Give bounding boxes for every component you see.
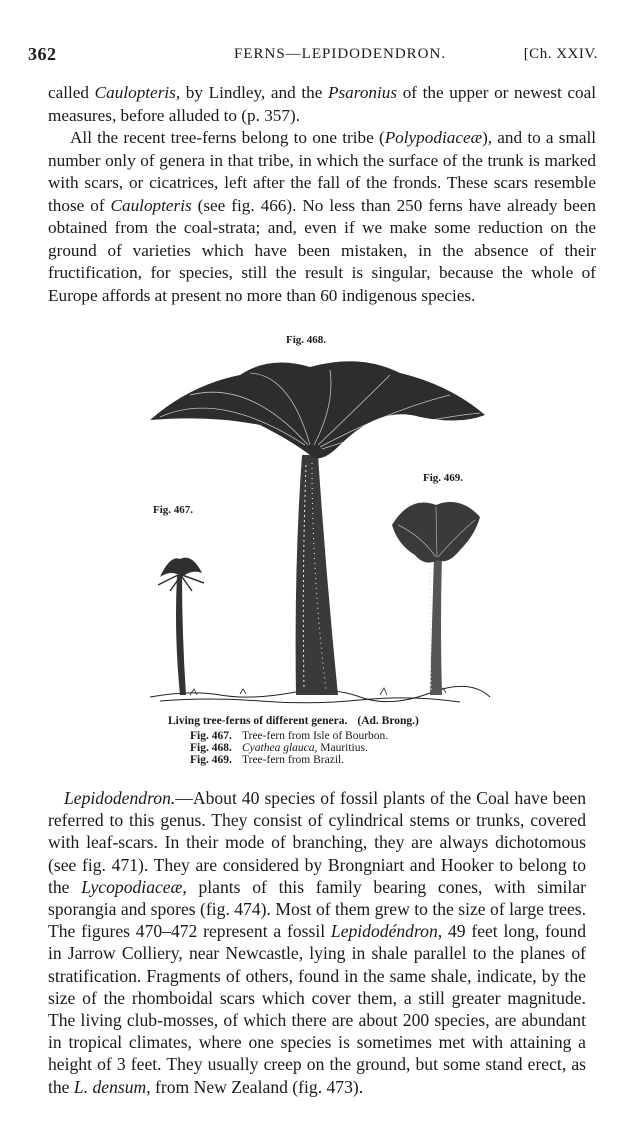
italic-run: Caulopteris — [110, 195, 192, 215]
tree-fern-illustration — [130, 345, 510, 715]
fig-467-label: Fig. 467. — [153, 504, 194, 516]
caption-line-fig-469 — [190, 754, 344, 766]
caption-fig-number: Fig. 469. — [190, 754, 232, 766]
italic-run: Polypodiaceæ — [384, 128, 483, 147]
text-run: (see fig. 466). No less than 250 ferns have already been obtained from the coal-strata; and, even if we make some reduction on the ground of varieties which have been mistaken, in the absence of their fructification, for species, still the result is singular, because the whole of Europe affords at present no more than 60 indigenous species. — [48, 195, 596, 305]
text-run: Mauritius. — [317, 742, 368, 754]
running-title: FERNS—LEPIDODENDRON. — [234, 46, 447, 62]
chapter-reference: [Ch. XXIV. — [523, 46, 598, 62]
fig-469-label: Fig. 469. — [423, 472, 464, 484]
paragraph-caulopteris — [48, 82, 596, 127]
text-run: 49 feet long, found in Jarrow Colliery, near Newcastle, lying in shale parallel to the planes of stratification. Fragments of others, found in the same shale, indicate, by the size of the rhomboidal scars which cover them, a still greater magnitude. The living club-mosses, of which there are about 200 species, are abundant in tropical climates, where one species is sometimes met with attaining a height of 3 feet. They usually creep on the ground, but some stand erect, as the — [48, 921, 586, 1097]
text-run: called — [48, 83, 95, 102]
figure-caption-title — [168, 715, 419, 728]
italic-run: Caulopteris, — [94, 83, 181, 102]
paragraph-recent-tree-ferns — [48, 127, 596, 307]
text-run: of the upper or newest coal measures, before alluded to (p. 357). — [48, 83, 597, 125]
fig-468-label: Fig. 468. — [286, 334, 327, 346]
caption-description — [242, 754, 344, 766]
italic-run: Lepidodéndron, — [330, 921, 443, 942]
italic-run: Cyathea glauca, — [242, 742, 318, 754]
text-run: Tree-fern from Isle of Bourbon. — [242, 730, 389, 742]
page-header — [28, 44, 598, 70]
caption-source-ref: (Ad. Brong.) — [357, 715, 419, 727]
italic-run: Lepidodendron. — [64, 788, 176, 808]
fig-469-tree — [392, 502, 480, 695]
paragraph-lepidodendron — [48, 787, 586, 1098]
caption-fig-number: Fig. 468. — [190, 742, 232, 754]
fig-467-tree — [158, 558, 204, 695]
caption-fig-number: Fig. 467. — [190, 730, 232, 742]
italic-run: L. densum, — [73, 1076, 151, 1097]
italic-run: Lycopodiaceæ, — [81, 876, 187, 897]
caption-line-fig-468 — [190, 742, 368, 754]
caption-description — [242, 742, 368, 754]
caption-line-fig-467 — [190, 730, 388, 742]
text-run: ), and to a small number only of genera in that tribe, in which the surface of the trunk is marked with scars, or cicatrices, left after the fall of the fronds. These scars resemble those of — [48, 128, 596, 215]
text-run: All the recent tree-ferns belong to one tribe ( — [70, 128, 385, 147]
text-run: plants of this family bearing cones, with similar sporangia and spores (fig. 474). Most of them grew to the size of large trees. The figures 470–472 represent a fossil — [48, 876, 586, 942]
text-run: —About 40 species of fossil plants of the Coal have been referred to this genus. They consist of cylindrical stems or trunks, covered with leaf-scars. In their mode of branching, they are always dichotomous (see fig. 471). They are considered by Brongniart and Hooker to belong to the — [48, 788, 586, 897]
caption-title-text: Living tree-ferns of different genera. — [168, 715, 348, 727]
caption-description — [242, 730, 388, 742]
text-run: Tree-fern from Brazil. — [242, 754, 345, 766]
text-run: from New Zealand (fig. 473). — [150, 1076, 364, 1097]
italic-run: Psaronius — [327, 83, 398, 102]
page-number: 362 — [28, 44, 57, 64]
text-run: by Lindley, and the — [180, 83, 328, 102]
